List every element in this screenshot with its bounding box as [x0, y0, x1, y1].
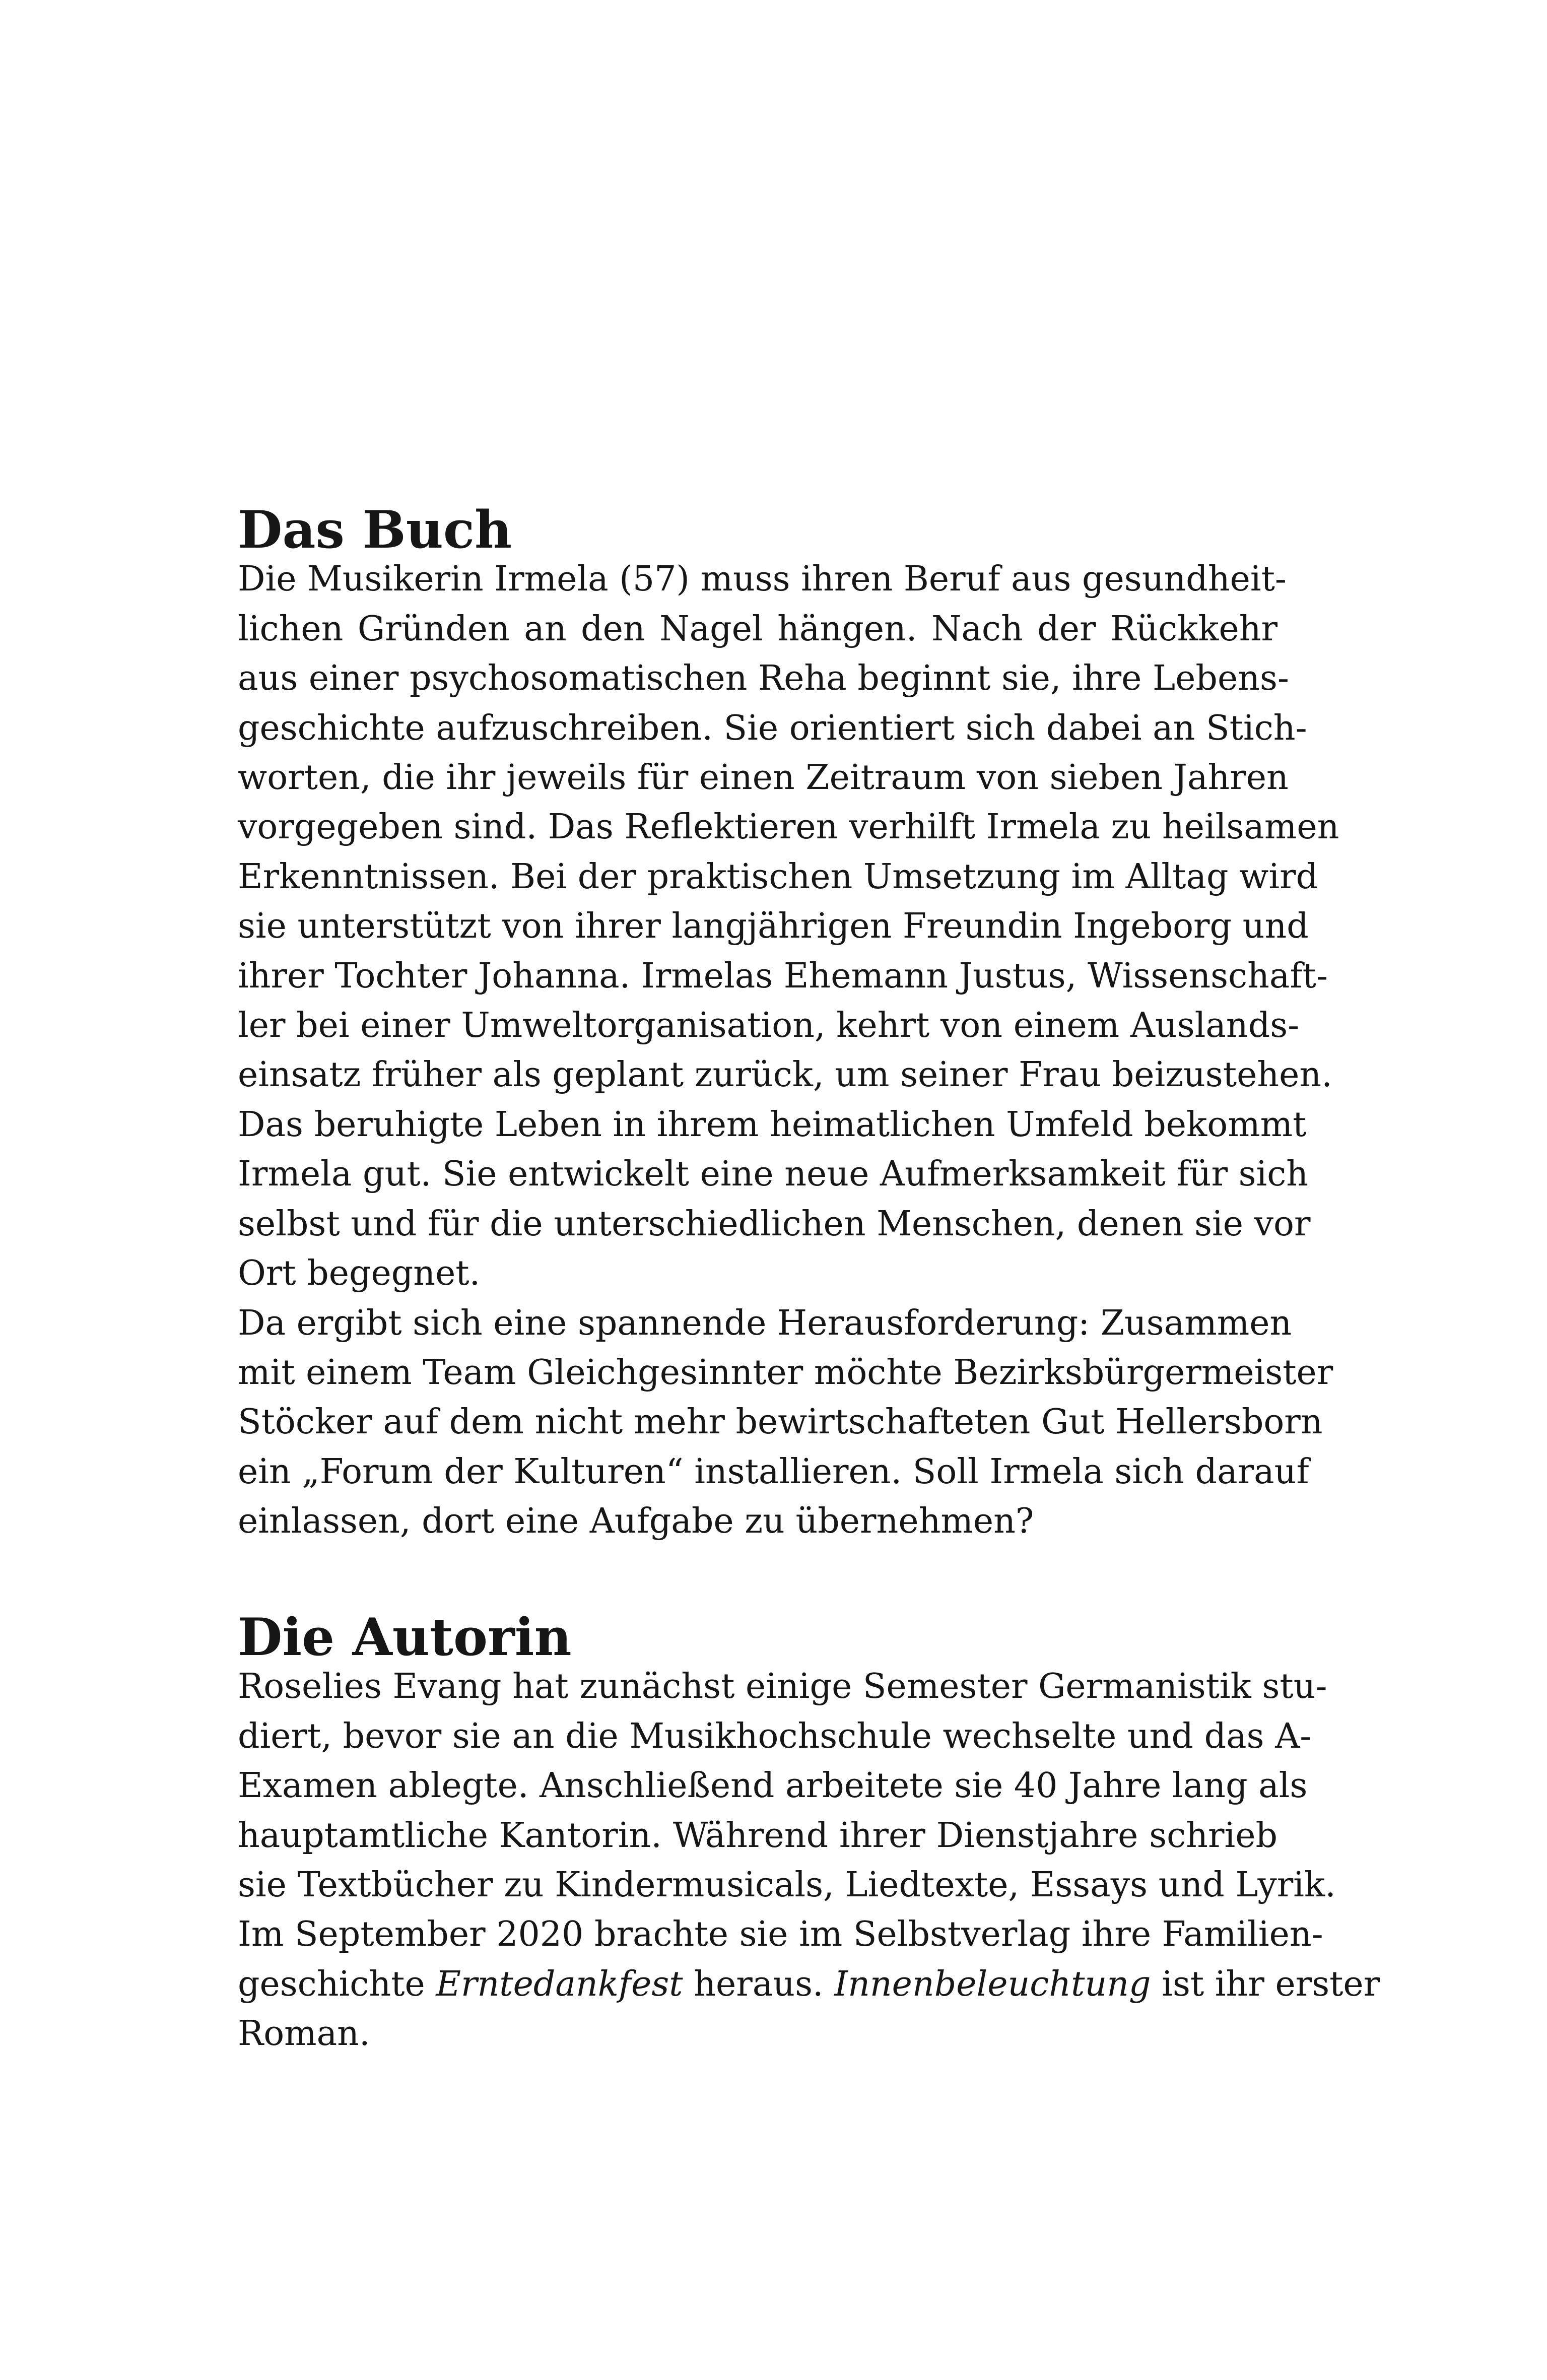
text-line: ein „Forum der Kulturen“ installieren. Soll Irmela sich darauf — [238, 1451, 1309, 1492]
text-line: Stöcker auf dem nicht mehr bewirtschafteten Gut Hellersborn — [238, 1402, 1323, 1442]
text-fragment: geschichte — [238, 1964, 436, 2004]
text-line: ihrer Tochter Johanna. Irmelas Ehemann Justus, Wissenschaft- — [238, 956, 1328, 996]
book-title-erntedankfest: Erntedankfest — [436, 1964, 683, 2004]
text-line: Examen ablegte. Anschließend arbeitete sie 40 Jahre lang als — [238, 1766, 1308, 1806]
text-line: ler bei einer Umweltorganisation, kehrt von einem Auslands- — [238, 1006, 1300, 1046]
book-title-innenbeleuchtung: Innenbeleuchtung — [834, 1964, 1151, 2004]
text-line: Roselies Evang hat zunächst einige Semester Germanistik stu- — [238, 1667, 1327, 1707]
text-line: geschichte aufzuschreiben. Sie orientiert sich dabei an Stich- — [238, 708, 1307, 748]
text-line: Ort begegnet. — [238, 1253, 481, 1294]
text-line: einsatz früher als geplant zurück, um seiner Frau beizustehen. — [238, 1055, 1332, 1095]
author-paragraph — [238, 1662, 1380, 2059]
text-line: diert, bevor sie an die Musikhochschule wechselte und das A- — [238, 1716, 1312, 1756]
text-line: worten, die ihr jeweils für einen Zeitraum von sieben Jahren — [238, 758, 1289, 798]
book-paragraph-1 — [238, 555, 1339, 1298]
author-heading: Die Autorin — [238, 1607, 572, 1668]
text-line: Da ergibt sich eine spannende Herausforderung: Zusammen — [238, 1303, 1292, 1343]
book-heading: Das Buch — [238, 500, 512, 560]
text-line: mit einem Team Gleichgesinnter möchte Bezirksbürgermeister — [238, 1352, 1333, 1393]
text-line: Die Musikerin Irmela (57) muss ihren Beruf aus gesundheit- — [238, 559, 1287, 600]
text-line: Irmela gut. Sie entwickelt eine neue Aufmerksamkeit für sich — [238, 1154, 1309, 1195]
text-line: Das beruhigte Leben in ihrem heimatlichen Umfeld bekommt — [238, 1104, 1307, 1145]
text-line: Im September 2020 brachte sie im Selbstverlag ihre Familien- — [238, 1914, 1323, 1955]
text-fragment: heraus. — [683, 1964, 835, 2004]
text-line: einlassen, dort eine Aufgabe zu übernehmen? — [238, 1501, 1034, 1542]
text-line: sie Textbücher zu Kindermusicals, Liedtexte, Essays und Lyrik. — [238, 1865, 1336, 1905]
text-line: sie unterstützt von ihrer langjährigen Freundin Ingeborg und — [238, 906, 1309, 947]
text-line: lichen Gründen an den Nagel hängen. Nach der Rückkehr — [238, 609, 1277, 649]
book-paragraph-2 — [238, 1299, 1333, 1547]
text-line: aus einer psychosomatischen Reha beginnt sie, ihre Lebens- — [238, 658, 1289, 699]
author-section — [238, 1607, 1380, 2059]
text-line — [238, 1960, 1380, 2009]
text-fragment: ist ihr erster — [1151, 1964, 1380, 2004]
text-line: vorgegeben sind. Das Reflektieren verhilft Irmela zu heilsamen — [238, 807, 1339, 847]
book-section — [238, 500, 1339, 1547]
text-line: selbst und für die unterschiedlichen Menschen, denen sie vor — [238, 1204, 1311, 1244]
text-line: hauptamtliche Kantorin. Während ihrer Dienstjahre schrieb — [238, 1815, 1277, 1856]
text-line: Roman. — [238, 2014, 370, 2054]
text-line: Erkenntnissen. Bei der praktischen Umsetzung im Alltag wird — [238, 856, 1318, 897]
